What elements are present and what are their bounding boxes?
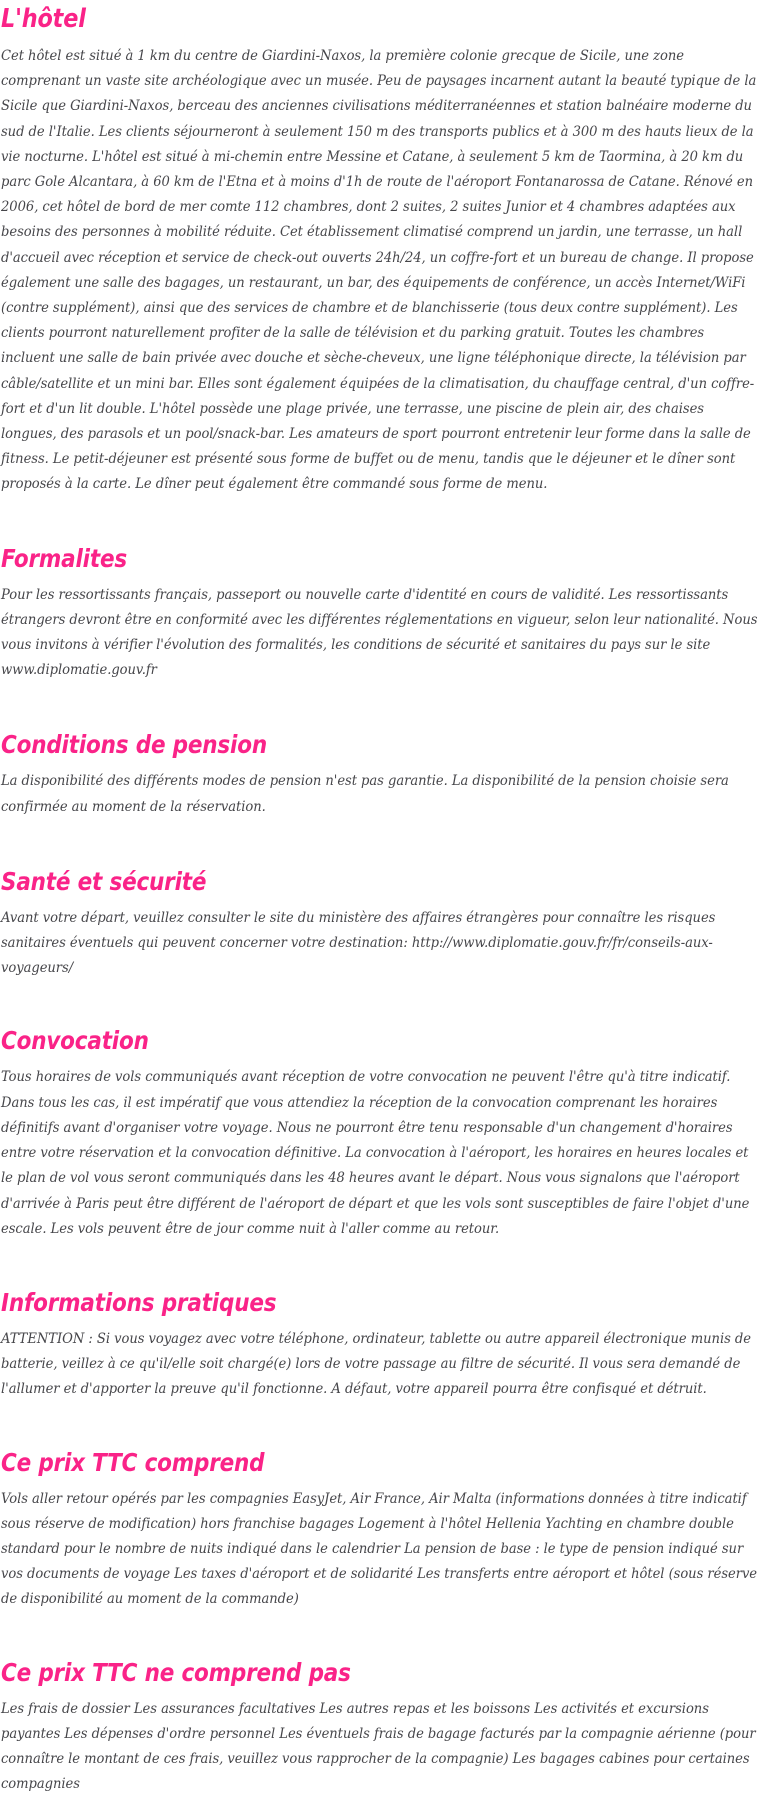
section-sante-et-securite bbox=[1, 867, 757, 982]
section-heading-hotel: L'hôtel bbox=[1, 4, 86, 34]
section-heading-informations-pratiques: Informations pratiques bbox=[1, 1287, 277, 1317]
section-convocation bbox=[1, 1026, 757, 1241]
section-heading-ce-prix-ttc-ne-comprend-pas: Ce prix TTC ne comprend pas bbox=[1, 1657, 351, 1687]
section-heading-ce-prix-ttc-comprend: Ce prix TTC comprend bbox=[1, 1447, 265, 1477]
section-body-convocation: Tous horaires de vols communiqués avant réception de votre convocation ne peuvent l'être qu'à titre indicatif. Dans tous les cas, il est impératif que vous attendiez la réception de la convocation comprenant les horaires définitifs avant d'organiser votre voyage. Nous ne pourront être tenu responsable d'un changement d'horaires entre votre réservation et la convocation définitive. La convocation à l'aéroport, les horaires en heures locales et le plan de vol vous seront communiqués dans les 48 heures avant le départ. Nous vous signalons que l'aéroport d'arrivée à Paris peut être différent de l'aéroport de départ et que les vols sont susceptibles de faire l'objet d'une escale. Les vols peuvent être de jour comme nuit à l'aller comme au retour. bbox=[1, 1069, 750, 1237]
section-ce-prix-ttc-ne-comprend-pas bbox=[1, 1658, 757, 1798]
section-heading-conditions-de-pension: Conditions de pension bbox=[1, 730, 267, 760]
section-formalites bbox=[1, 544, 757, 684]
section-conditions-de-pension bbox=[1, 730, 757, 819]
section-body-formalites: Pour les ressortissants français, passeport ou nouvelle carte d'identité en cours de validité. Les ressortissants étrangers devront être en conformité avec les différentes réglementations en vigueur, selon leur nationalité. Nous vous invitons à vérifier l'évolution des formalités, les conditions de sécurité et sanitaires du pays sur le site www.diplomatie.gouv.fr bbox=[1, 586, 758, 679]
section-ce-prix-ttc-comprend bbox=[1, 1448, 757, 1613]
section-heading-formalites: Formalites bbox=[1, 543, 127, 573]
section-body-informations-pratiques: ATTENTION : Si vous voyagez avec votre téléphone, ordinateur, tablette ou autre appareil électronique munis de batterie, veillez à ce qu'il/elle soit chargé(e) lors de votre passage au filtre de sécurité. Il vous sera demandé de l'allumer et d'apporter la preuve qu'il fonctionne. A défaut, votre appareil pourra être confisqué et détruit. bbox=[1, 1330, 751, 1398]
section-body-ce-prix-ttc-comprend: Vols aller retour opérés par les compagnies EasyJet, Air France, Air Malta (informations données à titre indicatif sous réserve de modification) hors franchise bagages Logement à l'hôtel Hellenia Yachting en chambre double standard pour le nombre de nuits indiqué dans le calendrier La pension de base : le type de pension indiqué sur vos documents de voyage Les taxes d'aéroport et de solidarité Les transferts entre aéroport et hôtel (sous réserve de disponibilité au moment de la commande) bbox=[1, 1490, 758, 1608]
section-heading-sante-et-securite: Santé et sécurité bbox=[1, 866, 207, 896]
section-body-sante-et-securite: Avant votre départ, veuillez consulter le site du ministère des affaires étrangères pour connaître les risques sanitaires éventuels qui peuvent concerner votre destination: http://www.diplomatie.gouv.fr/fr/conseils-aux-voyageurs/ bbox=[1, 909, 716, 977]
section-hotel bbox=[1, 0, 757, 498]
section-heading-convocation: Convocation bbox=[1, 1026, 149, 1056]
section-body-hotel: Cet hôtel est situé à 1 km du centre de Giardini-Naxos, la première colonie grecque de Sicile, une zone comprenant un vaste site archéologique avec un musée. Peu de paysages incarnent autant la beauté typique de la Sicile que Giardini-Naxos, berceau des anciennes civilisations méditerranéennes et station balnéaire moderne du sud de l'Italie. Les clients séjourneront à seulement 150 m des transports publics et à 300 m des hauts lieux de la vie nocturne. L'hôtel est situé à mi-chemin entre Messine et Catane, à seulement 5 km de Taormina, à 20 km du parc Gole Alcantara, à 60 km de l'Etna et à moins d'1h de route de l'aéroport Fontanarossa de Catane. Rénové en 2006, cet hôtel de bord de mer comte 112 chambres, dont 2 suites, 2 suites Junior et 4 chambres adaptées aux besoins des personnes à mobilité réduite. Cet établissement climatisé comprend un jardin, une terrasse, un hall d'accueil avec réception et service de check-out ouverts 24h/24, un coffre-fort et un bureau de change. Il propose également une salle des bagages, un restaurant, un bar, des équipements de conférence, un accès Internet/WiFi (contre supplément), ainsi que des services de chambre et de blanchisserie (tous deux contre supplément). Les clients pourront naturellement profiter de la salle de télévision et du parking gratuit. Toutes les chambres incluent une salle de bain privée avec douche et sèche-cheveux, une ligne téléphonique directe, la télévision par câble/satellite et un mini bar. Elles sont également équipées de la climatisation, du chauffage central, d'un coffre-fort et d'un lit double. L'hôtel possède une plage privée, une terrasse, une piscine de plein air, des chaises longues, des parasols et un pool/snack-bar. Les amateurs de sport pourront entretenir leur forme dans la salle de fitness. Le petit-déjeuner est présenté sous forme de buffet ou de menu, tandis que le déjeuner et le dîner sont proposés à la carte. Le dîner peut également être commandé sous forme de menu. bbox=[1, 48, 757, 493]
section-body-ce-prix-ttc-ne-comprend-pas: Les frais de dossier Les assurances facultatives Les autres repas et les boissons Les activités et excursions payantes Les dépenses d'ordre personnel Les éventuels frais de bagage facturés par la compagnie aérienne (pour connaître le montant de ces frais, veuillez vous rapprocher de la compagnie) Les bagages cabines pour certaines compagnies bbox=[1, 1700, 756, 1793]
section-informations-pratiques bbox=[1, 1288, 757, 1403]
section-body-conditions-de-pension: La disponibilité des différents modes de pension n'est pas garantie. La disponibilité de la pension choisie sera confirmée au moment de la réservation. bbox=[1, 773, 729, 815]
